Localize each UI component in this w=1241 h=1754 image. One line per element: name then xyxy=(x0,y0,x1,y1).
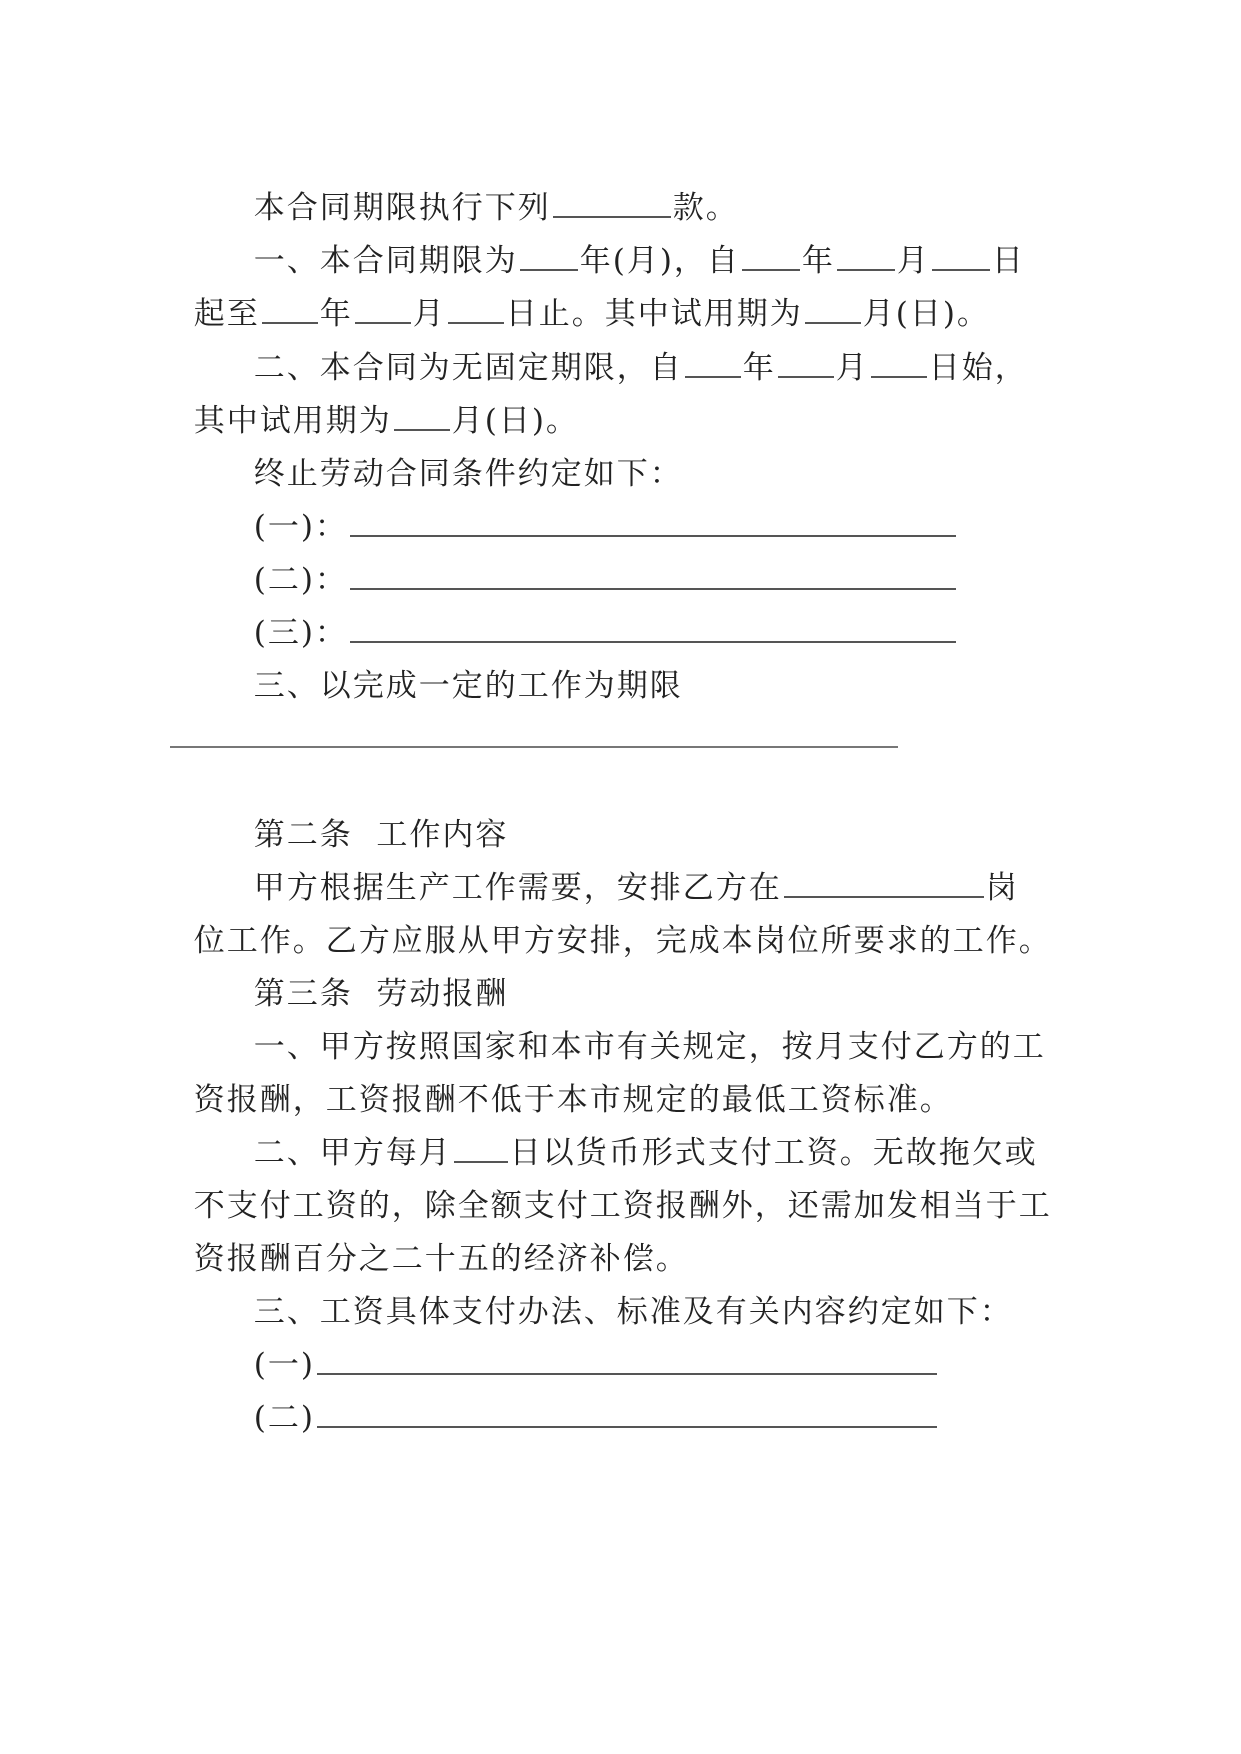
text: 三、以完成一定的工作为期限 xyxy=(253,668,683,704)
text: (二) xyxy=(253,1400,315,1436)
text: (三)： xyxy=(253,615,348,651)
text: 二、本合同为无固定期限，自 xyxy=(253,350,683,386)
blank-field[interactable] xyxy=(317,1398,937,1428)
text: 年(月)，自 xyxy=(579,243,740,279)
text: 年 xyxy=(742,350,776,386)
text: 年 xyxy=(319,296,353,332)
text: (一)： xyxy=(253,509,348,545)
text: 月 xyxy=(835,350,869,386)
text: 起至 xyxy=(193,296,260,332)
text: (一) xyxy=(253,1347,315,1383)
text: 月(日)。 xyxy=(862,296,990,332)
text: 月 xyxy=(412,296,446,332)
text: 岗 xyxy=(985,870,1019,906)
text: 第三条 劳动报酬 xyxy=(253,976,509,1012)
blank-line[interactable] xyxy=(170,746,898,748)
text: 一、本合同期限为 xyxy=(253,243,518,279)
text: 不支付工资的，除全额支付工资报酬外，还需加发相当于工 xyxy=(193,1188,1052,1224)
text: 二、甲方每月 xyxy=(253,1135,452,1171)
blank-field[interactable] xyxy=(871,348,927,378)
text: 一、甲方按照国家和本市有关规定，按月支付乙方的工 xyxy=(253,1029,1046,1065)
text: 位工作。乙方应服从甲方安排，完成本岗位所要求的工作。 xyxy=(193,923,1052,959)
text: 资报酬百分之二十五的经济补偿。 xyxy=(193,1241,689,1277)
text: (二)： xyxy=(253,562,348,598)
blank-field[interactable] xyxy=(685,348,741,378)
text: 资报酬，工资报酬不低于本市规定的最低工资标准。 xyxy=(193,1082,953,1118)
text: 终止劳动合同条件约定如下： xyxy=(253,456,683,492)
text: 日始， xyxy=(928,350,1028,386)
text: 第二条 工作内容 xyxy=(253,817,509,853)
text: 本合同期限执行下列 xyxy=(253,190,551,226)
blank-field[interactable] xyxy=(778,348,834,378)
pay-item-2 xyxy=(230,1358,939,1438)
text: 甲方根据生产工作需要，安排乙方在 xyxy=(253,870,782,906)
text: 月 xyxy=(896,243,930,279)
text: 年 xyxy=(801,243,835,279)
text: 日 xyxy=(991,243,1025,279)
text: 日以货币形式支付工资。无故拖欠或 xyxy=(509,1135,1038,1171)
text: 三、工资具体支付办法、标准及有关内容约定如下： xyxy=(253,1294,1013,1330)
text: 日止。其中试用期为 xyxy=(505,296,803,332)
text: 其中试用期为 xyxy=(193,403,392,439)
text: 月(日)。 xyxy=(451,403,579,439)
clause-task-term xyxy=(230,626,683,706)
text: 款。 xyxy=(672,190,739,226)
